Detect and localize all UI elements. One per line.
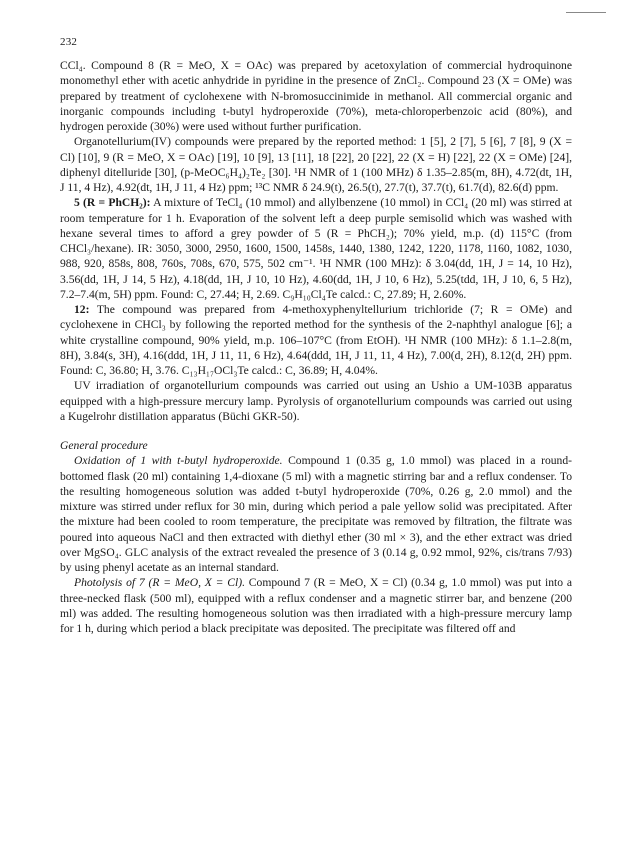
paragraph-photolysis xyxy=(60,575,572,636)
oxidation-subheading: Oxidation of 1 with t-butyl hydroperoxide. xyxy=(74,454,283,468)
paragraph-tellurium-compounds: Organotellurium(IV) compounds were prepared by the reported method: 1 [5], 2 [7], 5 [6], 7 [8], 9 (X = Cl) [10], 9 (R = MeO, X = OAc) [19], 10 [9], 13 [11], 18 [22], 20 [22], 22 (X = H) [22], 22 (X = OMe) [24], diphenyl ditelluride [30], (p-MeOC₆H₄)₂Te₂ [30]. ¹H NMR of 1 (100 MHz) δ 1.35–2.85(m, 8H), 4.72(dt, 1H, J 11, 4 Hz), 4.92(dt, 1H, J 11, 4 Hz) ppm; ¹³C NMR δ 24.9(t), 26.5(t), 27.7(t), 37.7(t), 61.7(d), 82.6(d) ppm. xyxy=(60,135,572,194)
section-heading-general-procedure: General procedure xyxy=(60,439,148,452)
paragraph-materials: CCl₄. Compound 8 (R = MeO, X = OAc) was prepared by acetoxylation of commercial hydroquinone monomethyl ether with acetic anhydride in pyridine in the presence of ZnCl₂. Compound 23 (X = OMe) was prepared by treatment of cyclohexene with N-bromosuccinimide in methanol. All commercial organic and inorganic compounds including t-butyl hydroperoxide (70%), meta-chloroperbenzoic acid (80%), and hydrogen peroxide (30%) were used without further purification. xyxy=(60,59,572,133)
corner-rule xyxy=(566,12,606,13)
article-body xyxy=(60,58,572,636)
page-number: 232 xyxy=(60,36,78,48)
paragraph-compound-5 xyxy=(60,195,572,302)
oxidation-text: Compound 1 (0.35 g, 1.0 mmol) was placed in a round-bottomed flask (20 ml) containing 1,4-dioxane (5 ml) with a magnetic stirring bar and a reflux condenser. To the resulting homogeneous solution was added t-butyl hydroperoxide (70%, 0.26 g, 2.0 mmol) and the mixture was stirred under reflux for 30 min, during which period a pale yellow solid was precipitated. After the mixture had been cooled to room temperature, the precipitate was removed by filtration, the filtrate was poured into aqueous NaCl and then extracted with diethyl ether (30 ml × 3), and the ether extract was dried over MgSO₄. GLC analysis of the extract revealed the presence of 3 (0.14 g, 0.92 mmol, 92%, cis/trans 7/93) by using phenyl acetate as an internal standard. xyxy=(60,454,572,574)
paragraph-oxidation xyxy=(60,453,572,575)
compound-12-text: The compound was prepared from 4-methoxyphenyltellurium trichloride (7; R = OMe) and cyclohexene in CHCl₃ by following the reported method for the synthesis of the 2-naphthyl analogue [6]; a white crystalline compound, 90% yield, m.p. 106–107°C (from EtOH). ¹H NMR (100 MHz): δ 1.1–2.8(m, 8H), 3.84(s, 3H), 4.16(ddd, 1H, J 11, 11, 6 Hz), 4.64(ddd, 1H, J 11, 11, 4 Hz), 7.00(d, 2H), 8.12(d, 2H) ppm. Found: C, 36.80; H, 3.76. C₁₃H₁₇OCl₃Te calcd.: C, 36.89; H, 4.04%. xyxy=(60,303,572,377)
compound-5-label: 5 (R = PhCH₂): xyxy=(74,196,151,210)
section-gap xyxy=(60,424,572,438)
paragraph-uv-irradiation: UV irradiation of organotellurium compounds was carried out using an Ushio a UM-103B apparatus equipped with a high-pressure mercury lamp. Pyrolysis of organotellurium compounds was carried out using a Kugelrohr distillation apparatus (Büchi GKR-50). xyxy=(60,379,572,423)
compound-12-label: 12: xyxy=(74,303,90,316)
photolysis-subheading: Photolysis of 7 (R = MeO, X = Cl). xyxy=(74,576,245,590)
paragraph-compound-12 xyxy=(60,302,572,378)
compound-5-text: A mixture of TeCl₄ (10 mmol) and allylbenzene (10 mmol) in CCl₄ (20 ml) was stirred at room temperature for 1 h. Evaporation of the solvent left a deep purple semisolid which was washed with hexane several times to afford a grey powder of 5 (R = PhCH₂); 70% yield, m.p. (d) 115°C (from CHCl₃/hexane). IR: 3050, 3000, 2950, 1600, 1500, 1458s, 1440, 1380, 1242, 1220, 1178, 1160, 1082, 1030, 988, 920, 858s, 808, 760s, 708s, 670, 575, 502 cm⁻¹. ¹H NMR (100 MHz): δ 3.04(dd, 1H, J = 14, 10 Hz), 3.56(dd, 1H, J 14, 5 Hz), 4.18(dd, 1H, J 10, 10 Hz), 4.60(dd, 1H, J 10, 6 Hz), 5.25(tdd, 1H, J 10, 6, 5 Hz), 7.2–7.4(m, 5H) ppm. Found: C, 27.44; H, 2.69. C₉H₁₀Cl₄Te calcd.: C, 27.89; H, 2.60%. xyxy=(60,196,572,301)
photolysis-text: Compound 7 (R = MeO, X = Cl) (0.34 g, 1.0 mmol) was put into a three-necked flask (500 ml), equipped with a reflux condenser and a magnetic stirrer bar, and benzene (200 ml) was added. The resulting homogeneous solution was then irradiated with a high-pressure mercury lamp for 1 h, during which period a black precipitate was deposited. The precipitate was filtered off and xyxy=(60,576,572,635)
